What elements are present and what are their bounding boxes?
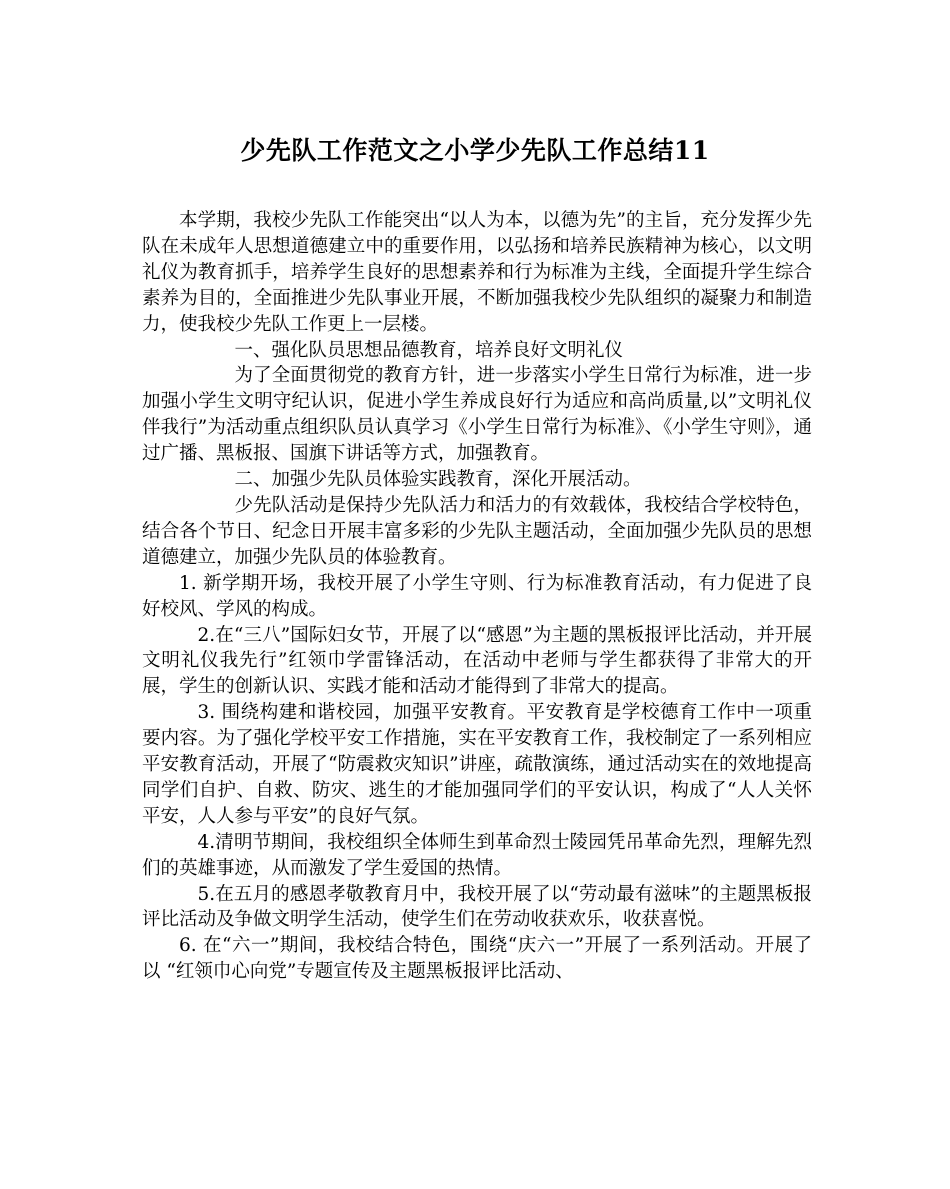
- document-title: 少先队工作范文之小学少先队工作总结11: [240, 136, 710, 165]
- section-heading-1: 一、强化队员思想品德教育，培养良好文明礼仪: [234, 339, 624, 361]
- paragraph-intro: 本学期，我校少先队工作能突出“以人为本，以德为先”的主旨，充分发挥少先队在未成年人思想道德建立中的重要作用，以弘扬和培养民族精神为核心，以文明礼仪为教育抓手，培养学生良好的思想素养和行为标准为主线，全面提升学生综合素养为目的，全面推进少先队事业开展，不断加强我校少先队组织的凝聚力和制造力，使我校少先队工作更上一层楼。: [142, 210, 812, 335]
- paragraph-section-1: 为了全面贯彻党的教育方针，进一步落实小学生日常行为标准，进一步加强小学生文明守纪认识，促进小学生养成良好行为适应和高尚质量,以”文明礼仪伴我行”为活动重点组织队员认真学习《小学生日常行为标准》、《小学生守则》，通过广播、黑板报、国旗下讲话等方式，加强教育。: [142, 365, 812, 465]
- list-item-1: 1. 新学期开场，我校开展了小学生守则、行为标准教育活动，有力促进了良好校风、学风的构成。: [142, 572, 812, 620]
- list-item-6: 6. 在“六一”期间，我校结合特色，围绕“庆六一”开展了一系列活动。开展了以 “红领巾心向党”专题宣传及主题黑板报评比活动、: [142, 935, 812, 983]
- paragraph-section-2: 少先队活动是保持少先队活力和活力的有效载体，我校结合学校特色，结合各个节日、纪念日开展丰富多彩的少先队主题活动，全面加强少先队员的思想道德建立，加强少先队员的体验教育。: [142, 494, 812, 568]
- document-body: [142, 208, 812, 985]
- list-item-2: 2.在“三八”国际妇女节，开展了以“感恩”为主题的黑板报评比活动，并开展文明礼仪我先行”红领巾学雷锋活动，在活动中老师与学生都获得了非常大的开展，学生的创新认识、实践才能和活动才能得到了非常大的提高。: [142, 624, 812, 698]
- list-item-3: 3. 围绕构建和谐校园，加强平安教育。平安教育是学校德育工作中一项重要内容。为了强化学校平安工作措施，实在平安教育工作，我校制定了一系列相应平安教育活动，开展了“防震救灾知识”讲座，疏散演练，通过活动实在的效地提高同学们自护、自救、防灾、逃生的才能加强同学们的平安认识，构成了“人人关怀平安，人人参与平安”的良好气氛。: [142, 702, 812, 827]
- section-heading-2: 二、加强少先队员体验实践教育，深化开展活动。: [234, 469, 642, 491]
- list-item-5: 5.在五月的感恩孝敬教育月中，我校开展了以“劳动最有滋味”的主题黑板报评比活动及争做文明学生活动，使学生们在劳动收获欢乐，收获喜悦。: [142, 883, 812, 931]
- list-item-4: 4.清明节期间，我校组织全体师生到革命烈士陵园凭吊革命先烈，理解先烈们的英雄事迹，从而激发了学生爱国的热情。: [142, 831, 812, 879]
